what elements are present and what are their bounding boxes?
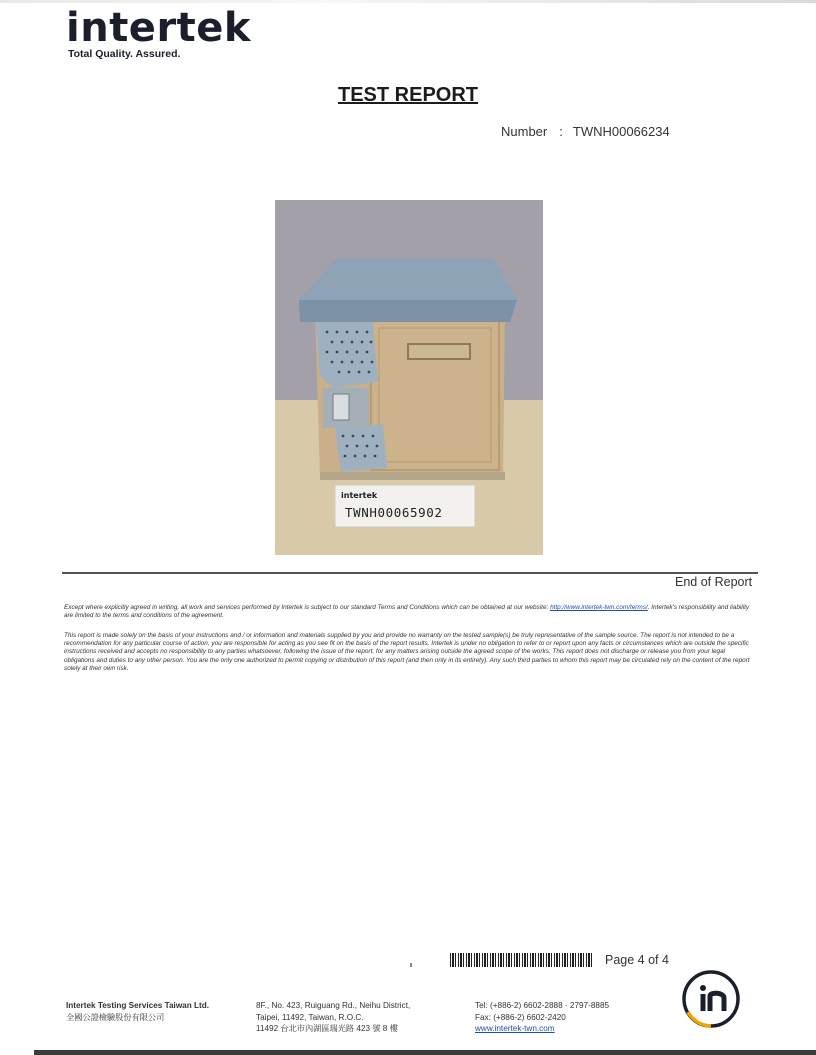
barcode (450, 953, 593, 967)
photo-label-code: TWNH00065902 (345, 505, 443, 520)
intertek-logo (66, 6, 251, 60)
logo-tagline: Total Quality. Assured. (68, 48, 181, 60)
divider-rule (62, 572, 758, 574)
company-name-zh: 全國公證檢驗股份有限公司 (66, 1012, 165, 1022)
footer-company (66, 1000, 209, 1023)
address-line-2: Taipei, 11492, Taiwan, R.O.C. (256, 1012, 364, 1022)
address-line-1: 8F., No. 423, Ruiguang Rd., Neihu District, (256, 1001, 411, 1010)
disclaimer-terms-text-end: . Intertek's responsibility and liability are limited to the terms and conditions of the agreement. (64, 604, 750, 620)
fax: Fax: (+886-2) 6602-2420 (475, 1012, 566, 1022)
report-title: TEST REPORT (337, 84, 478, 106)
sample-photo (275, 200, 543, 555)
report-number-value: TWNH00066234 (572, 124, 670, 139)
logo-wordmark: intertek (66, 5, 252, 51)
footer-contact (475, 1000, 609, 1035)
disclaimer-liability: This report is made solely on the basis of your instructions and / or information and materials supplied by you and provide no warranty on the tested sample(s) be truly representative of the sample source. The report is not intended to be a recommendation for any particular course of action, you are responsible for acting as you see fit on the basis of the report results. Intertek is under no obligation to refer to or report upon any facts or circumstances which are outside the specific instructions received and accepts no responsibility to any parties whatsoever, following the issue of the report, for any matters arising outside the agreed scope of the works. This report does not discharge or release you from your legal obligations and duties to any other person. You are the only one authorized to permit copying or distribution of this report (and then only in its entirety). Any such third parties to whom this report may be circulated rely on the content of the report solely at their own risk. (64, 632, 750, 672)
report-number-separator: : (559, 124, 563, 139)
footer-address (256, 1000, 410, 1035)
scan-edge-top (0, 0, 816, 3)
report-number-row (501, 124, 670, 139)
page-number: Page 4 of 4 (605, 953, 669, 967)
company-name-en: Intertek Testing Services Taiwan Ltd. (66, 1001, 210, 1010)
sample-photo-drawing (275, 200, 543, 555)
terms-link[interactable]: http://www.intertek-twn.com/terms/ (550, 604, 648, 611)
address-line-3: 11492 台北市內湖區瑞光路 423 號 8 樓 (256, 1024, 398, 1033)
scan-speck (410, 963, 412, 967)
end-of-report: End of Report (675, 575, 753, 589)
disclaimer-terms-text: Except where explicitly agreed in writing, all work and services performed by Intertek is subject to our standard Terms and Conditions which can be obtained at our website: (64, 604, 551, 611)
report-number-label: Number (501, 124, 548, 139)
intertek-in-icon (680, 968, 742, 1030)
photo-label-brand: intertek (341, 491, 378, 500)
website-link[interactable]: www.intertek-twn.com (475, 1024, 555, 1033)
disclaimer-terms (64, 604, 756, 620)
telephone: Tel: (+886-2) 6602-2888 · 2797-8885 (475, 1001, 610, 1010)
scan-edge-bottom (34, 1050, 816, 1055)
